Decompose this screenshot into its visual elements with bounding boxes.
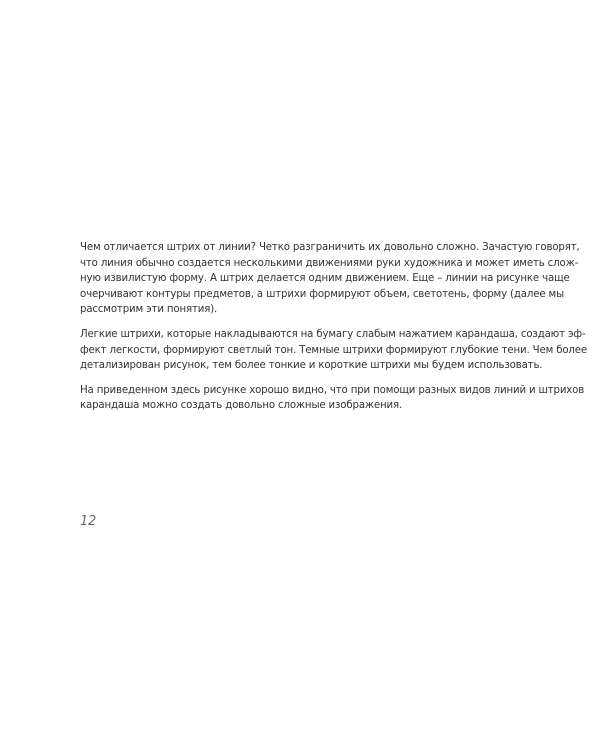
text-line: детализирован рисунок, тем более тонкие и короткие штрихи мы будем использовать. [80, 360, 543, 372]
text-line: очерчивают контуры предметов, а штрихи формируют объем, светотень, форму (далее мы [80, 288, 564, 300]
text-line: На приведенном здесь рисунке хорошо видно, что при помощи разных видов линий и штрихов [80, 384, 585, 396]
paragraph-3 [80, 383, 585, 414]
text-line: фект легкости, формируют светлый тон. Темные штрихи формируют глубокие тени. Чем более [80, 344, 588, 356]
paragraph-1 [80, 240, 580, 318]
paragraph-2 [80, 327, 588, 374]
page-number: 12 [80, 514, 96, 529]
text-line: карандаша можно создать довольно сложные изображения. [80, 400, 403, 412]
text-line: что линия обычно создается несколькими движениями руки художника и может иметь слож- [80, 257, 579, 269]
text-line: Легкие штрихи, которые накладываются на бумагу слабым нажатием карандаша, создают эф- [80, 328, 586, 340]
text-line: ную извилистую форму. А штрих делается одним движением. Еще – линии на рисунке чаще [80, 273, 570, 285]
text-line: рассмотрим эти понятия). [80, 304, 218, 316]
text-line: Чем отличается штрих от линии? Четко разграничить их довольно сложно. Зачастую говорят, [80, 242, 580, 253]
body-text [80, 240, 588, 423]
